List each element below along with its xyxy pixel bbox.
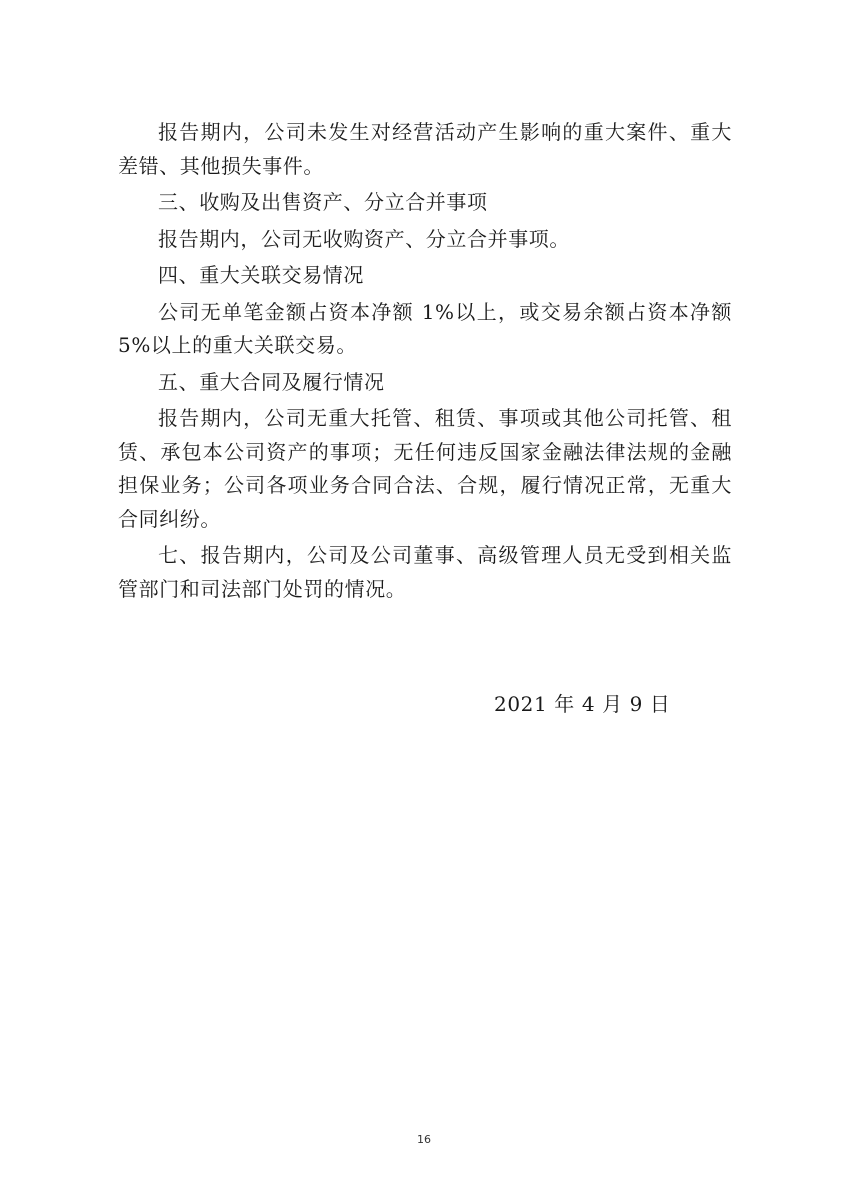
paragraph-contracts: 报告期内，公司无重大托管、租赁、事项或其他公司托管、租赁、承包本公司资产的事项；无任何违反国家金融法律法规的金融担保业务；公司各项业务合同合法、合规，履行情况正常，无重大合同纠纷。 [118,406,732,531]
page-number: 16 [417,1133,431,1146]
section-heading-contracts: 五、重大合同及履行情况 [158,369,385,394]
document-date: 2021 年 4 月 9 日 [494,692,671,716]
section-heading-related-transactions: 四、重大关联交易情况 [158,263,364,287]
paragraph-related-transactions: 公司无单笔金额占资本净额 1%以上，或交易余额占资本净额 5%以上的重大关联交易。 [118,299,732,357]
document-body [118,116,732,609]
paragraph-losses: 报告期内，公司未发生对经营活动产生影响的重大案件、重大差错、其他损失事件。 [118,120,732,178]
paragraph-assets: 报告期内，公司无收购资产、分立合并事项。 [158,226,570,251]
section-heading-assets: 三、收购及出售资产、分立合并事项 [158,190,488,214]
paragraph-penalties: 七、报告期内，公司及公司董事、高级管理人员无受到相关监管部门和司法部门处罚的情况。 [118,543,732,601]
